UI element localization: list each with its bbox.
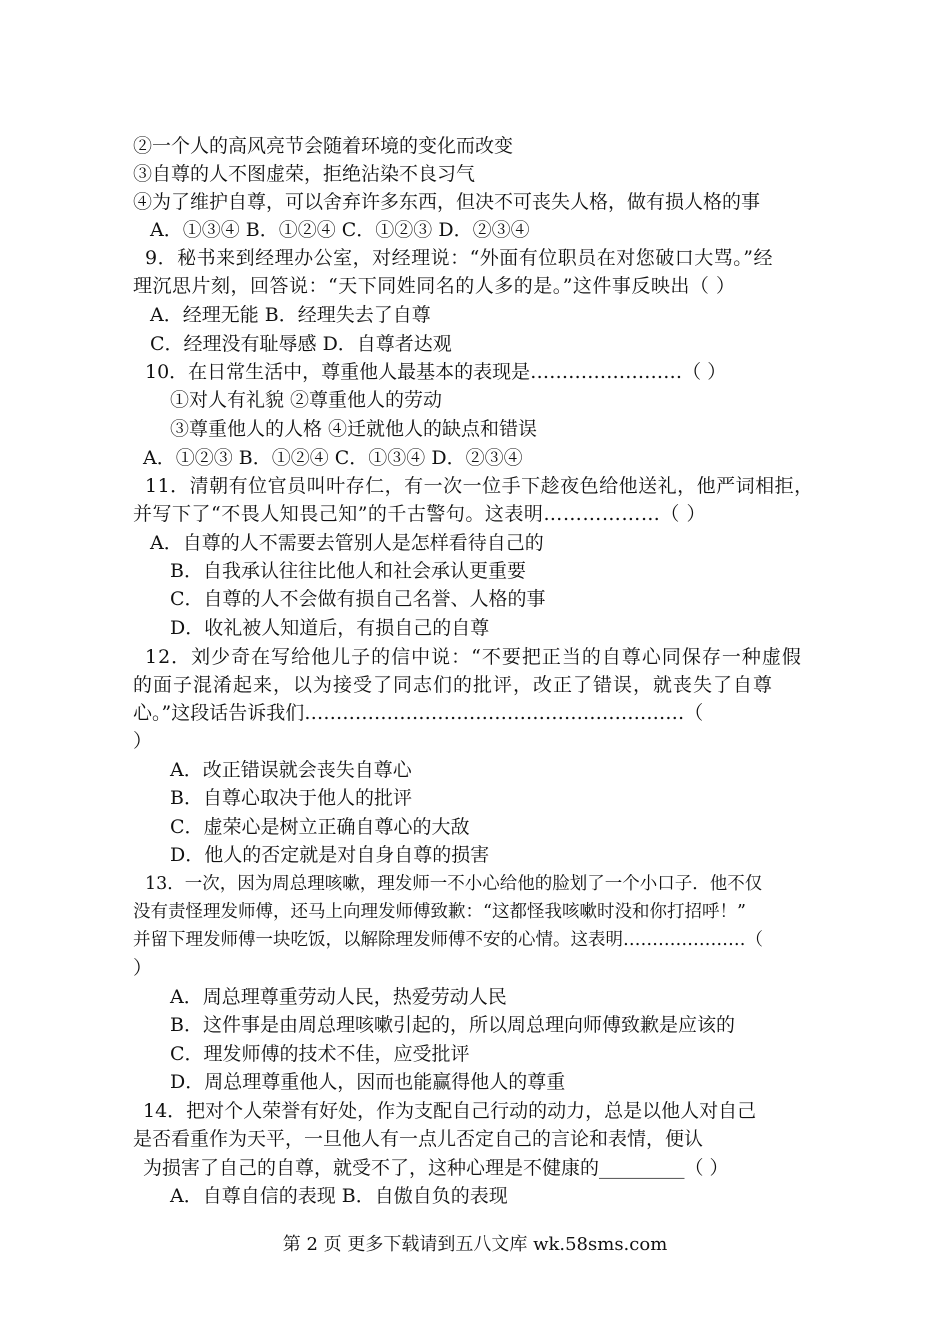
q13-stem-line-4: ）	[133, 957, 153, 979]
q14-stem-line-1: 14．把对个人荣誉有好处，作为支配自己行动的动力，总是以他人对自己	[143, 1100, 757, 1122]
q9-choices-ab: A．经理无能 B．经理失去了自尊	[150, 304, 431, 326]
q12-option-a: A．改正错误就会丧失自尊心	[170, 759, 412, 781]
q11-option-d: D．收礼被人知道后，有损自己的自尊	[170, 617, 490, 639]
q13-stem-line-1: 13．一次，因为周总理咳嗽，理发师一不小心给他的脸划了一个小口子．他不仅	[145, 874, 763, 894]
option-line-3: ③自尊的人不图虚荣，拒绝沾染不良习气	[133, 163, 476, 185]
q13-option-b: B．这件事是由周总理咳嗽引起的，所以周总理向师傅致歉是应该的	[170, 1014, 735, 1036]
q12-stem-line-2: 的面子混淆起来，以为接受了同志们的批评，改正了错误，就丧失了自尊	[133, 674, 774, 696]
q11-stem-line-2: 并写下了“不畏人知畏己知”的千古警句。这表明………………（ ）	[133, 503, 706, 525]
q8-choices: A．①③④ B．①②④ C．①②③ D．②③④	[150, 219, 530, 241]
q14-stem-line-3: 为损害了自己的自尊，就受不了，这种心理是不健康的_________（ ）	[143, 1157, 729, 1179]
q14-choices-ab: A．自尊自信的表现 B．自傲自负的表现	[170, 1185, 508, 1207]
q13-option-a: A．周总理尊重劳动人民，热爱劳动人民	[170, 986, 507, 1008]
q13-option-d: D．周总理尊重他人，因而也能赢得他人的尊重	[170, 1071, 566, 1093]
q10-items-3-4: ③尊重他人的人格 ④迁就他人的缺点和错误	[170, 418, 538, 440]
q9-choices-cd: C．经理没有耻辱感 D．自尊者达观	[150, 333, 452, 355]
q12-stem-line-4: ）	[133, 730, 153, 752]
q12-option-c: C．虚荣心是树立正确自尊心的大敌	[170, 816, 470, 838]
q13-stem-line-3: 并留下理发师傅一块吃饭，以解除理发师傅不安的心情。这表明…………………（	[133, 930, 763, 950]
q11-option-b: B．自我承认往往比他人和社会承认更重要	[170, 560, 526, 582]
q13-option-c: C．理发师傅的技术不佳，应受批评	[170, 1043, 470, 1065]
q14-stem-line-2: 是否看重作为天平，一旦他人有一点儿否定自己的言论和表情，便认	[133, 1128, 704, 1150]
q9-stem-line-1: 9．秘书来到经理办公室，对经理说：“外面有位职员在对您破口大骂。”经	[145, 247, 774, 269]
q12-stem-line-1: 12．刘少奇在写给他儿子的信中说：“不要把正当的自尊心同保存一种虚假	[145, 646, 802, 668]
q12-stem-line-3: 心。”这段话告诉我们……………………………………………………（	[133, 702, 704, 724]
q9-stem-line-2: 理沉思片刻，回答说：“天下同姓同名的人多的是。”这件事反映出（ ）	[133, 275, 736, 297]
q12-option-d: D．他人的否定就是对自身自尊的损害	[170, 844, 490, 866]
q10-choices: A．①②③ B．①②④ C．①③④ D．②③④	[143, 447, 523, 469]
q10-stem: 10．在日常生活中，尊重他人最基本的表现是……………………（ ）	[145, 361, 727, 383]
page-footer: 第 2 页 更多下载请到五八文库 wk.58sms.com	[282, 1234, 668, 1255]
q10-items-1-2: ①对人有礼貌 ②尊重他人的劳动	[170, 389, 443, 411]
q11-option-a: A．自尊的人不需要去管别人是怎样看待自己的	[150, 532, 544, 554]
option-line-4: ④为了维护自尊，可以舍弃许多东西，但决不可丧失人格，做有损人格的事	[133, 191, 761, 213]
q13-stem-line-2: 没有责怪理发师傅，还马上向理发师傅致歉：“这都怪我咳嗽时没和你打招呼！”	[133, 902, 746, 922]
q11-stem-line-1: 11．清朝有位官员叫叶存仁，有一次一位手下趁夜色给他送礼，他严词相拒，	[145, 475, 814, 497]
q11-option-c: C．自尊的人不会做有损自己名誉、人格的事	[170, 588, 546, 610]
option-line-2: ②一个人的高风亮节会随着环境的变化而改变	[133, 135, 514, 157]
q12-option-b: B．自尊心取决于他人的批评	[170, 787, 412, 809]
